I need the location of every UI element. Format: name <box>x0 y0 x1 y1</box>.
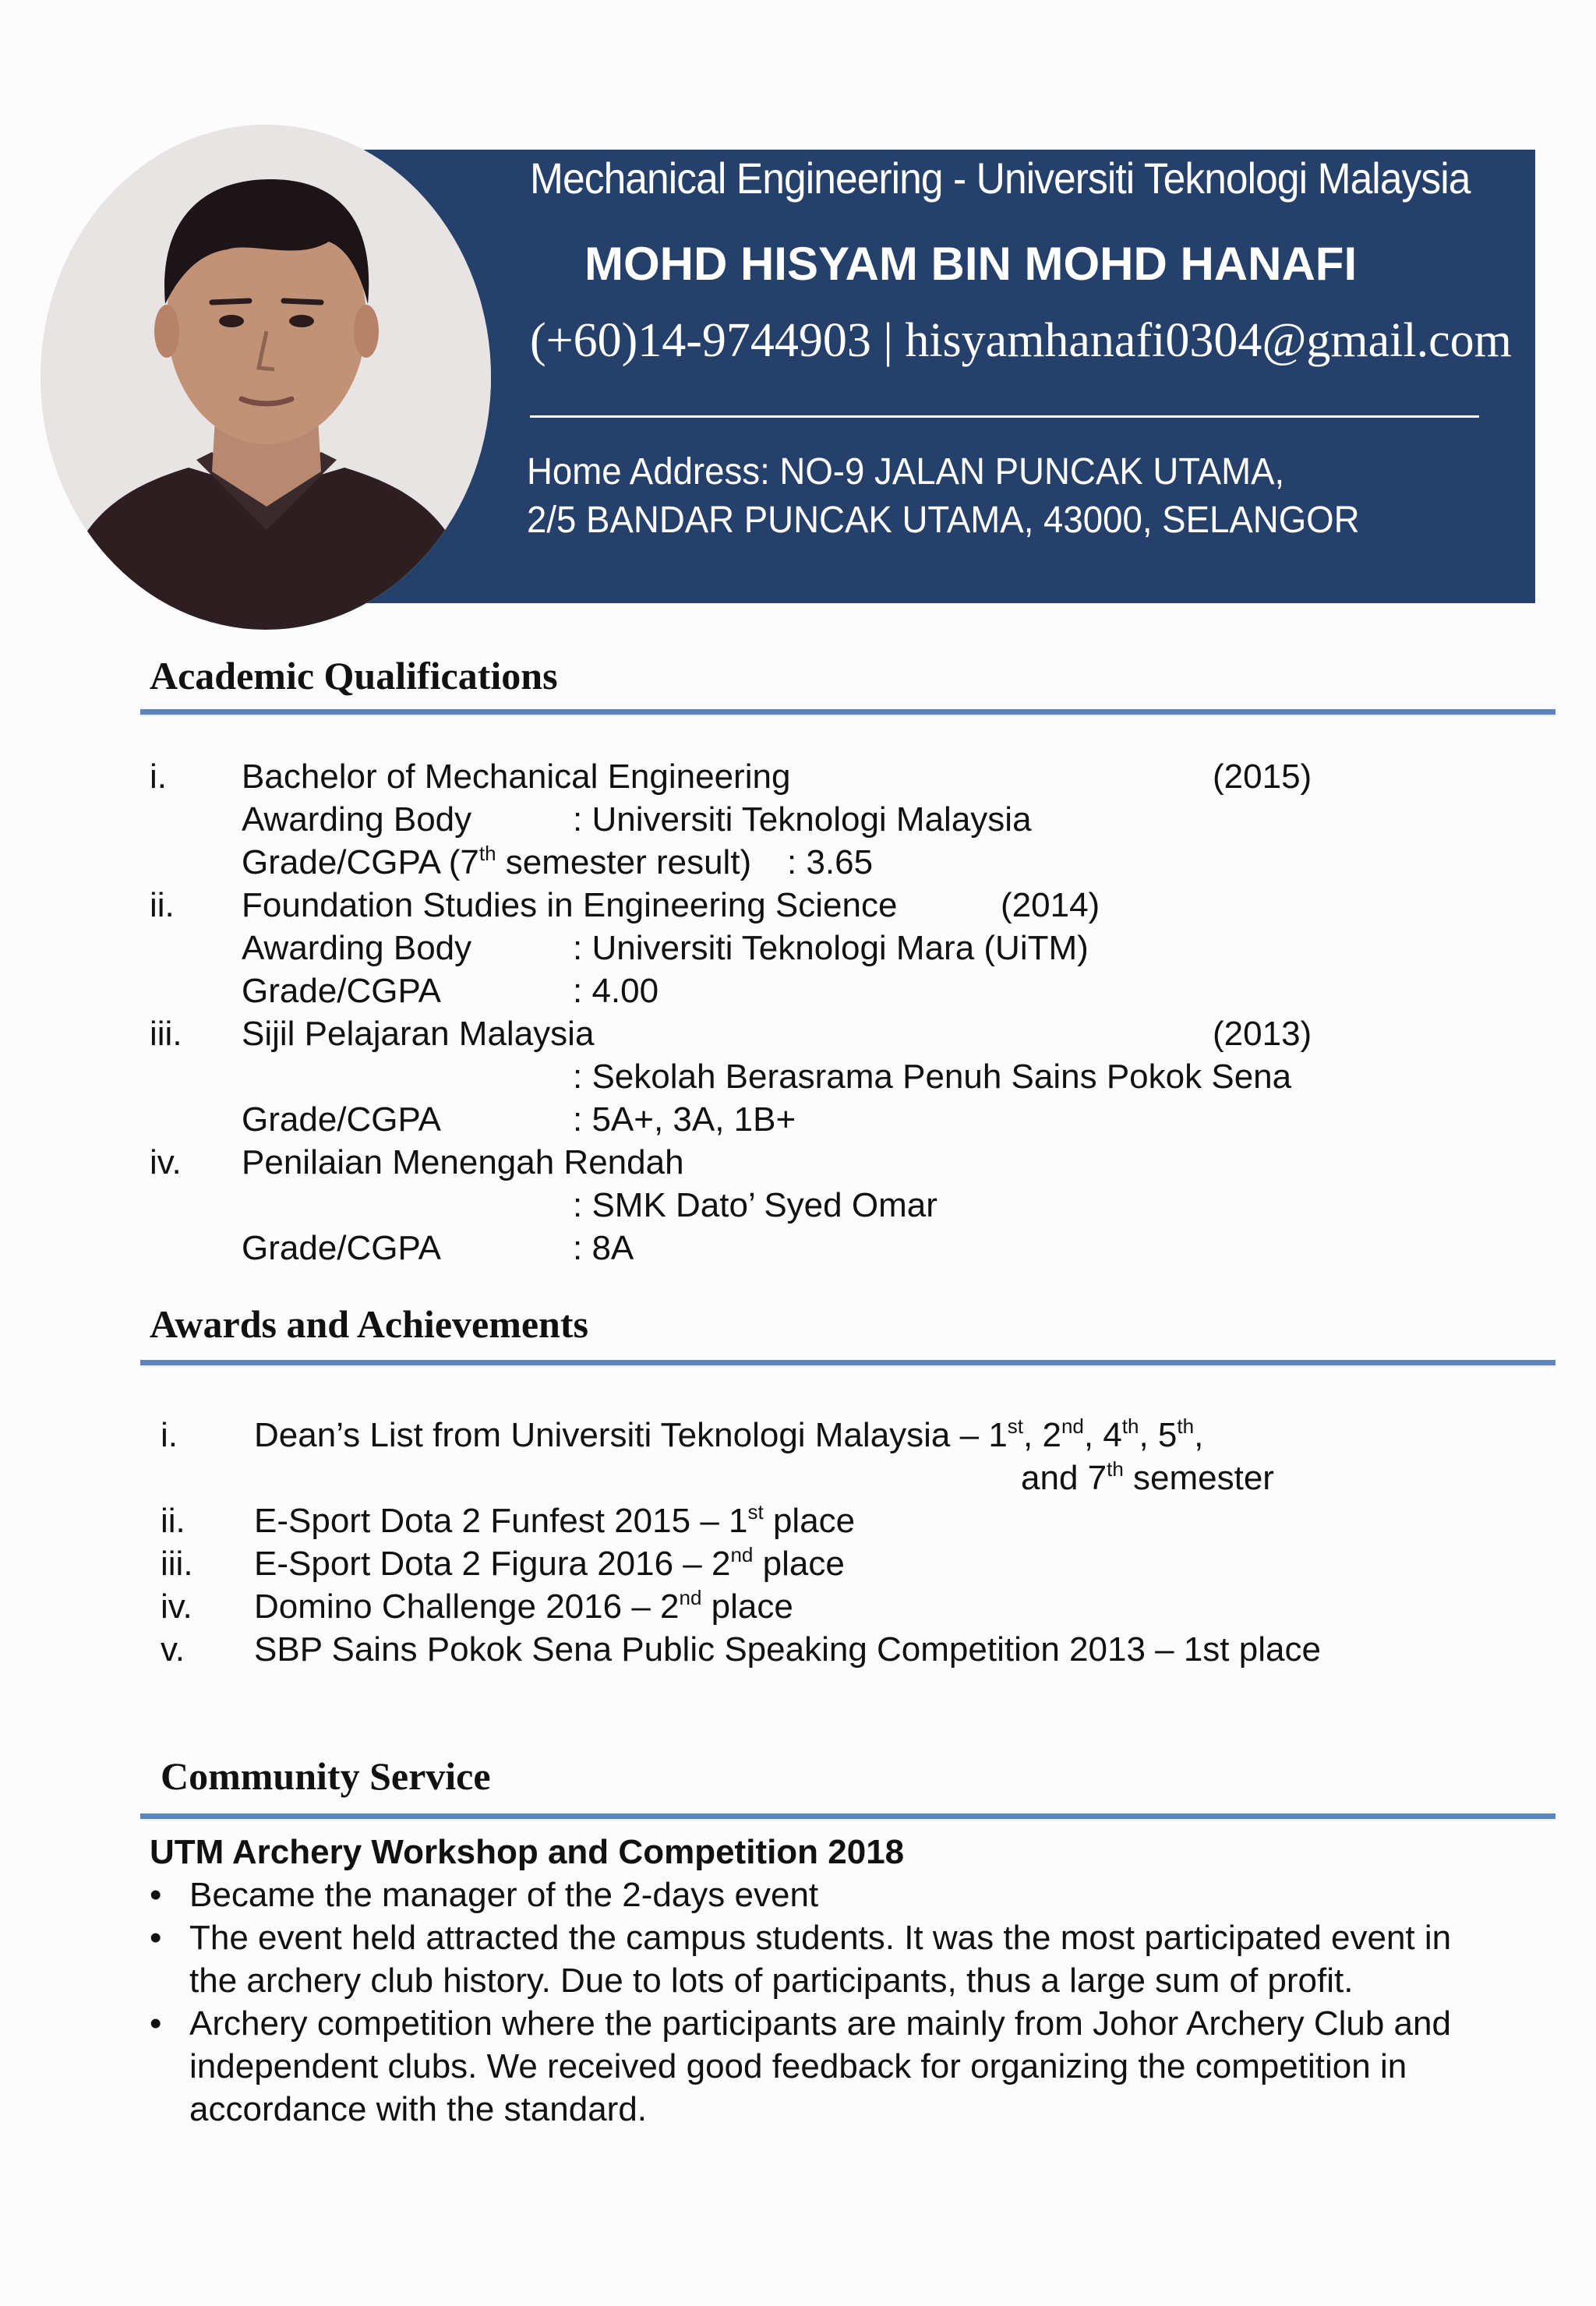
address-line-2: 2/5 BANDAR PUNCAK UTAMA, 43000, SELANGOR <box>527 500 1360 541</box>
grade-value: : 5A+, 3A, 1B+ <box>573 1100 796 1139</box>
awarding-body-label: Awarding Body <box>242 929 472 967</box>
community-section-rule <box>140 1813 1555 1819</box>
community-line: accordance with the standard. <box>189 2090 648 2128</box>
academic-section-rule <box>140 709 1555 715</box>
award-item-continued: and 7th semester <box>1021 1457 1274 1497</box>
bullet-icon: • <box>150 1876 162 1914</box>
event-title: UTM Archery Workshop and Competition 2018 <box>150 1833 905 1871</box>
candidate-name: MOHD HISYAM BIN MOHD HANAFI <box>584 238 1358 290</box>
awards-section-title: Awards and Achievements <box>150 1302 588 1346</box>
qualification-year: (2013) <box>1213 1015 1312 1053</box>
person-portrait-icon <box>41 125 491 630</box>
award-item: Domino Challenge 2016 – 2nd place <box>254 1586 793 1626</box>
community-line: The event held attracted the campus students. It was the most participated event in <box>189 1919 1452 1957</box>
grade-value: : 4.00 <box>573 972 659 1010</box>
awarding-body-label: Awarding Body <box>242 800 472 839</box>
award-item: Dean’s List from Universiti Teknologi Malaysia – 1st, 2nd, 4th, 5th, <box>254 1414 1204 1454</box>
list-number: iii. <box>150 1015 182 1053</box>
qualification-name: Sijil Pelajaran Malaysia <box>242 1015 595 1053</box>
list-number: v. <box>161 1630 185 1669</box>
community-line: Archery competition where the participants are mainly from Johor Archery Club and <box>189 2004 1451 2043</box>
list-number: iv. <box>150 1143 182 1181</box>
bullet-icon: • <box>150 1919 162 1957</box>
awarding-body-value: : Sekolah Berasrama Penuh Sains Pokok Sena <box>573 1058 1292 1096</box>
grade-value: : 3.65 <box>787 843 874 881</box>
list-number: ii. <box>161 1502 185 1540</box>
qualification-year: (2014) <box>1001 886 1100 924</box>
community-line: independent clubs. We received good feedback for organizing the competition in <box>189 2047 1407 2085</box>
awards-section-rule <box>140 1360 1555 1365</box>
community-line: the archery club history. Due to lots of participants, thus a large sum of profit. <box>189 1962 1354 2000</box>
qualification-name: Penilaian Menengah Rendah <box>242 1143 684 1181</box>
awarding-body-value: : Universiti Teknologi Mara (UiTM) <box>573 929 1089 967</box>
header-divider <box>530 415 1479 418</box>
qualification-year: (2015) <box>1213 757 1312 796</box>
list-number: iii. <box>161 1545 193 1583</box>
address-line-1: Home Address: NO-9 JALAN PUNCAK UTAMA, <box>527 451 1285 493</box>
profile-photo <box>41 125 491 630</box>
community-line: Became the manager of the 2-days event <box>189 1876 819 1914</box>
grade-label: Grade/CGPA (7th semester result) <box>242 842 752 881</box>
grade-value: : 8A <box>573 1229 634 1267</box>
award-item: E-Sport Dota 2 Funfest 2015 – 1st place <box>254 1500 856 1540</box>
bullet-icon: • <box>150 2004 162 2043</box>
award-item: E-Sport Dota 2 Figura 2016 – 2nd place <box>254 1543 845 1583</box>
list-number: i. <box>150 757 167 796</box>
contact-info: (+60)14-9744903 | hisyamhanafi0304@gmail.com <box>530 314 1512 367</box>
qualification-name: Bachelor of Mechanical Engineering <box>242 757 791 796</box>
community-section-title: Community Service <box>161 1754 491 1798</box>
grade-label: Grade/CGPA <box>242 972 441 1010</box>
list-number: i. <box>161 1416 178 1454</box>
qualification-name: Foundation Studies in Engineering Science <box>242 886 898 924</box>
awarding-body-value: : SMK Dato’ Syed Omar <box>573 1186 937 1224</box>
award-item: SBP Sains Pokok Sena Public Speaking Competition 2013 – 1st place <box>254 1630 1321 1669</box>
academic-section-title: Academic Qualifications <box>150 654 558 697</box>
grade-label: Grade/CGPA <box>242 1229 441 1267</box>
awarding-body-value: : Universiti Teknologi Malaysia <box>573 800 1032 839</box>
grade-label: Grade/CGPA <box>242 1100 441 1139</box>
program-title: Mechanical Engineering - Universiti Teknologi Malaysia <box>530 154 1471 203</box>
list-number: ii. <box>150 886 175 924</box>
list-number: iv. <box>161 1587 192 1626</box>
